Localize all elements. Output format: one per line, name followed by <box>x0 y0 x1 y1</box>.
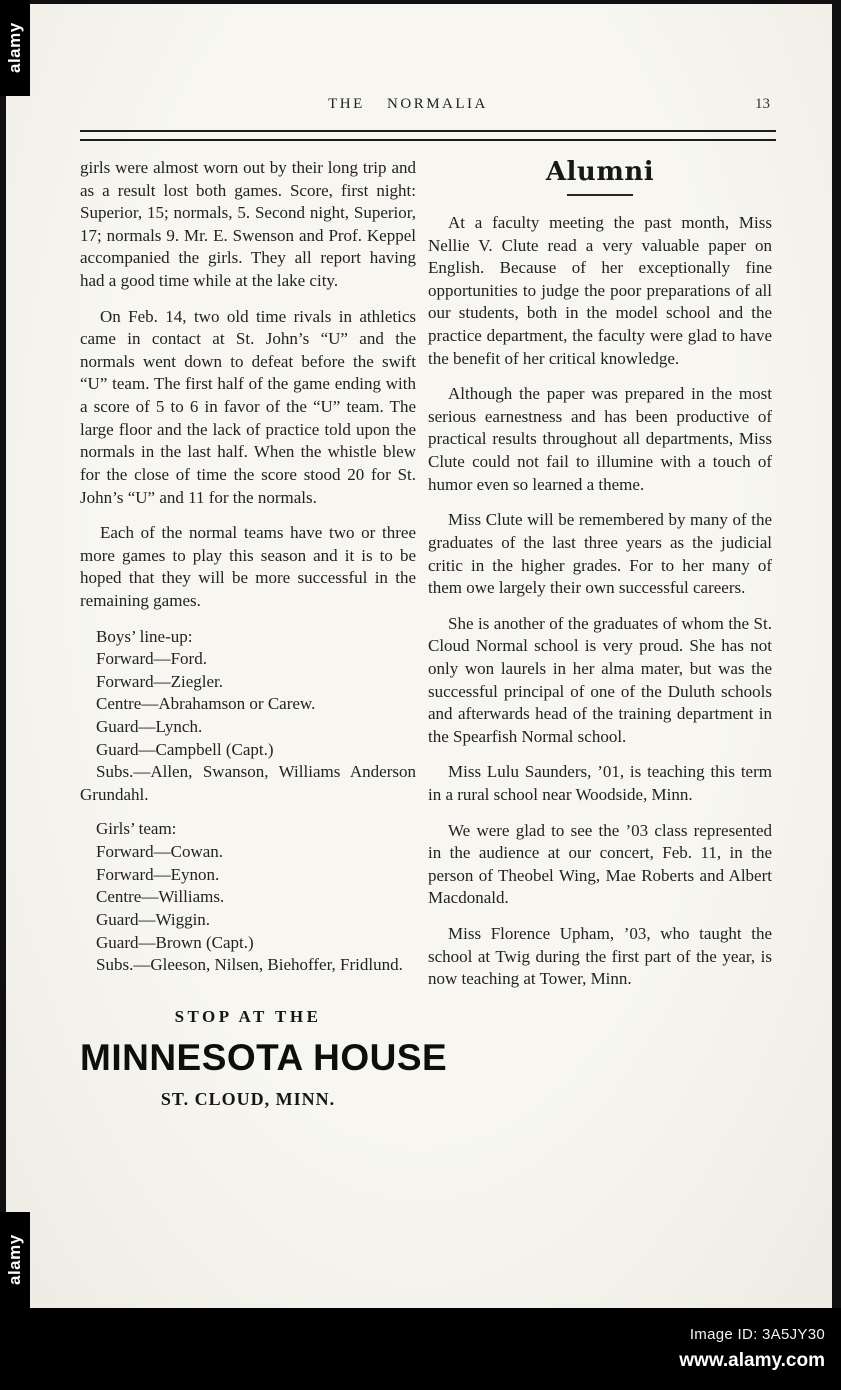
lineup-line: Forward—Eynon. <box>96 864 220 884</box>
lineup-line: Forward—Cowan. <box>96 842 224 862</box>
girls-lineup <box>80 818 416 976</box>
lineup-line: Subs.—Gleeson, Nilsen, Biehoffer, Fridlund. <box>96 955 403 975</box>
ad-business-name: MINNESOTA HOUSE <box>80 1036 448 1078</box>
minnesota-house-advertisement <box>80 1006 448 1110</box>
lineup-line: Forward—Ford. <box>96 649 207 669</box>
paragraph: On Feb. 14, two old time rivals in athletics came in contact at St. John’s “U” and the normals went down to defeat before the swift “U” team. The first half of the game ending with a score of 5 to 6 in favor of the “U” team. The large floor and the lack of practice told upon the normals in the last half. When the whistle blew for the close of time the score stood 20 for St. John’s “U” and 11 for the normals. <box>80 306 416 507</box>
paragraph: Miss Lulu Saunders, ’01, is teaching this term in a rural school near Woodside, Minn. <box>428 762 772 805</box>
alamy-logo-vertical-bottom: alamy <box>0 1212 30 1308</box>
lineup-line: Guard—Lynch. <box>96 717 203 737</box>
boys-lineup-heading: Boys’ line-up: <box>96 626 193 646</box>
alumni-section-heading: Alumni <box>545 157 655 187</box>
scanned-page <box>6 4 832 1308</box>
ad-city: ST. CLOUD, MINN. <box>160 1088 336 1109</box>
lineup-line: Guard—Campbell (Capt.) <box>96 739 274 759</box>
lineup-line: Forward—Ziegler. <box>96 671 223 691</box>
lineup-line: Centre—Williams. <box>96 887 225 907</box>
watermark-bar <box>0 1308 841 1390</box>
boys-lineup <box>80 626 416 807</box>
ad-stop-at-the: STOP AT THE <box>174 1006 322 1026</box>
alumni-heading-rule <box>567 194 633 196</box>
right-column <box>428 157 772 1110</box>
lineup-line: Centre—Abrahamson or Carew. <box>96 694 316 714</box>
paragraph: We were glad to see the ’03 class represented in the audience at our concert, Feb. 11, in the person of Theobel Wing, Mae Roberts and Albert Macdonald. <box>428 820 772 908</box>
page-header <box>80 96 776 126</box>
header-double-rule <box>80 130 776 141</box>
lineup-line: Guard—Brown (Capt.) <box>96 932 254 952</box>
page-content <box>6 4 832 1110</box>
paragraph: girls were almost worn out by their long trip and as a result lost both games. Score, first night: Superior, 15; normals, 5. Second night, Superior, 17; normals 9. Mr. E. Swenson and Prof. Keppel accompanied the girls. They all report having had a good time while at the lake city. <box>80 158 416 291</box>
publication-title: THE NORMALIA <box>328 96 488 112</box>
two-column-layout <box>80 157 776 1110</box>
page-number: 13 <box>755 96 770 112</box>
paragraph: She is another of the graduates of whom the St. Cloud Normal school is very proud. She has not only won laurels in her alma mater, but was the successful principal of one of the Duluth schools and afterwards head of the training department in the Spearfish Normal school. <box>428 613 772 746</box>
alamy-url-text: www.alamy.com <box>679 1350 825 1371</box>
paragraph: Each of the normal teams have two or three more games to play this season and it is to be hoped that they will be more successful in the remaining games. <box>80 523 416 610</box>
left-column <box>80 157 448 1110</box>
image-id-text: Image ID: 3A5JY30 <box>689 1326 825 1343</box>
lineup-line: Subs.—Allen, Swanson, Williams Anderson Grundahl. <box>80 762 416 804</box>
paragraph: Although the paper was prepared in the most serious earnestness and has been productive of practical results throughout all departments, Miss Clute could not fail to illumine with a touch of humor even so learned a theme. <box>428 384 772 494</box>
girls-lineup-heading: Girls’ team: <box>96 819 177 839</box>
alamy-logo-vertical-top: alamy <box>0 0 30 96</box>
paragraph: At a faculty meeting the past month, Miss Nellie V. Clute read a very valuable paper on English. Because of her exceptionally fine opportunities to judge the poor preparations of all our students, both in the model school and the practice department, the faculty were glad to have the benefit of her critical knowledge. <box>428 213 772 368</box>
lineup-line: Guard—Wiggin. <box>96 909 211 929</box>
paragraph: Miss Florence Upham, ’03, who taught the school at Twig during the first part of the year, is now teaching at Tower, Minn. <box>428 924 772 989</box>
paragraph: Miss Clute will be remembered by many of the graduates of the last three years as the judicial critic in the higher grades. For to her many of them owe largely their own successful careers. <box>428 510 772 598</box>
